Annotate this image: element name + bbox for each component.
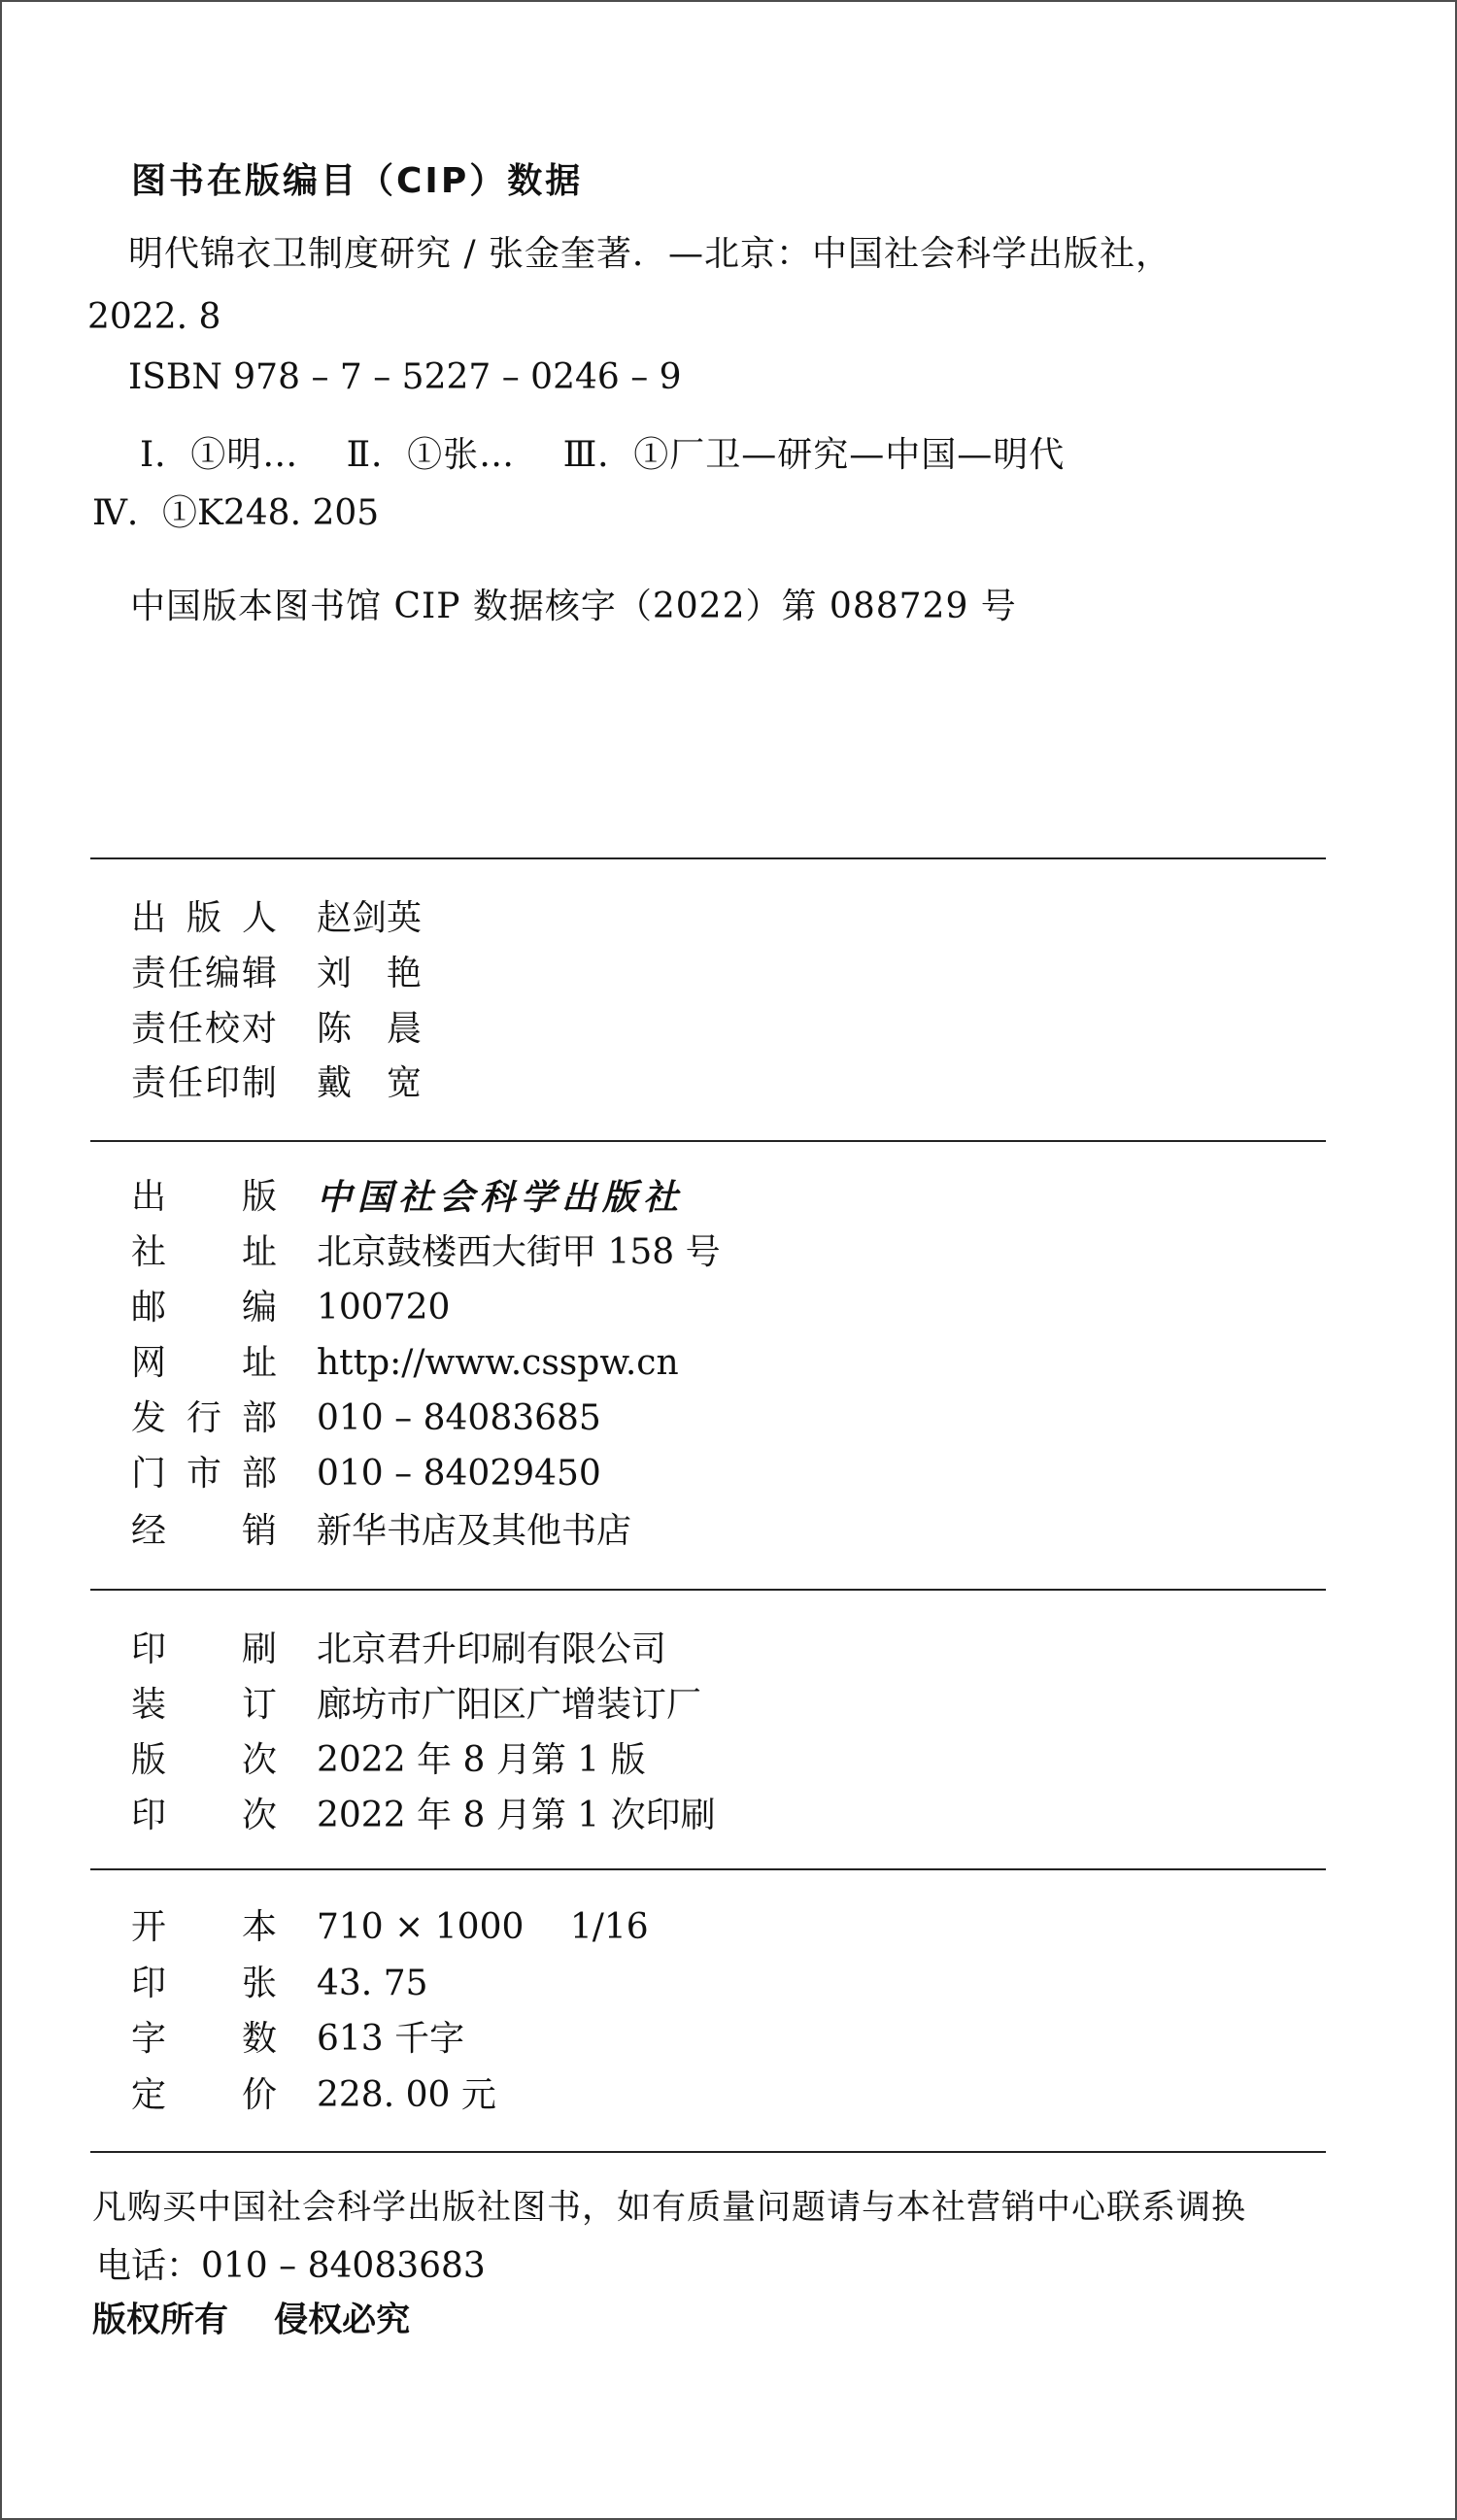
printed-sheets: 43. 75 <box>317 1964 428 2003</box>
printing-row <box>131 1630 667 1669</box>
publisher-address: 北京鼓楼西大街甲 158 号 <box>317 1232 721 1272</box>
credit-label: 责任编辑 <box>131 954 277 993</box>
retail-phone: 010 – 84029450 <box>317 1454 601 1494</box>
cip-title: 图书在版编目（CIP）数据 <box>131 161 584 201</box>
distributor: 新华书店及其他书店 <box>317 1511 632 1551</box>
printing-label: 印刷 <box>131 1630 277 1669</box>
divider <box>90 2151 1326 2153</box>
impression: 2022 年 8 月第 1 次印刷 <box>317 1796 716 1835</box>
credit-row <box>131 954 423 993</box>
format-size: 710 × 1000 1/16 <box>317 1907 649 1947</box>
publisher-label: 邮编 <box>131 1288 277 1327</box>
distribution-phone: 010 – 84083685 <box>317 1398 601 1438</box>
publisher-label: 社址 <box>131 1232 277 1272</box>
cip-publication-date: 2022. 8 <box>87 297 221 337</box>
postal-code: 100720 <box>317 1288 451 1327</box>
publisher-label: 出版 <box>131 1177 277 1217</box>
edition: 2022 年 8 月第 1 版 <box>317 1740 646 1780</box>
publisher-label: 门市部 <box>131 1454 277 1494</box>
credit-value: 刘 艳 <box>317 954 423 993</box>
divider <box>90 1868 1326 1870</box>
divider <box>90 1140 1326 1142</box>
spec-label: 开本 <box>131 1907 277 1947</box>
spec-row <box>131 1907 649 1947</box>
printing-label: 印次 <box>131 1796 277 1835</box>
credit-value: 陈 晨 <box>317 1009 423 1049</box>
spec-row <box>131 2075 496 2115</box>
printing-label: 版次 <box>131 1740 277 1780</box>
spec-row <box>131 2019 465 2059</box>
printing-row <box>131 1685 702 1725</box>
credit-row <box>131 1063 423 1103</box>
cip-bibliographic-line: 明代锦衣卫制度研究 / 张金奎著．—北京：中国社会科学出版社， <box>128 234 1172 274</box>
publisher-row <box>131 1343 679 1383</box>
publisher-row <box>131 1177 685 1218</box>
publisher-label: 网址 <box>131 1343 277 1383</box>
price: 228. 00 元 <box>317 2075 496 2115</box>
classification-line-1: Ⅰ．①明… Ⅱ．①张… Ⅲ．①厂卫—研究—中国—明代 <box>140 435 1066 475</box>
credit-label: 责任校对 <box>131 1009 277 1049</box>
publisher-name-calligraphy: 中国社会科学出版社 <box>317 1177 685 1218</box>
printing-row <box>131 1796 716 1835</box>
website-url: http://www.csspw.cn <box>317 1343 679 1383</box>
credit-label: 出版人 <box>131 898 277 938</box>
publisher-row <box>131 1232 721 1272</box>
credit-row <box>131 1009 423 1049</box>
publisher-row <box>131 1288 451 1327</box>
quality-notice: 凡购买中国社会科学出版社图书，如有质量问题请与本社营销中心联系调换 <box>92 2188 1247 2228</box>
spec-label: 字数 <box>131 2019 277 2059</box>
printing-row <box>131 1740 646 1780</box>
isbn: ISBN 978 – 7 – 5227 – 0246 – 9 <box>128 357 682 397</box>
credit-value: 赵剑英 <box>317 898 423 938</box>
service-phone: 电话：010 – 84083683 <box>96 2246 486 2286</box>
divider <box>90 857 1326 859</box>
word-count: 613 千字 <box>317 2019 465 2059</box>
credit-label: 责任印制 <box>131 1063 277 1103</box>
classification-line-2: Ⅳ．①K248. 205 <box>92 493 380 533</box>
divider <box>90 1589 1326 1591</box>
publisher-label: 发行部 <box>131 1398 277 1438</box>
spec-label: 定价 <box>131 2075 277 2115</box>
publisher-row <box>131 1454 601 1494</box>
copyright-notice: 版权所有 侵权必究 <box>92 2301 411 2340</box>
printer: 北京君升印刷有限公司 <box>317 1630 667 1669</box>
spec-row <box>131 1964 428 2003</box>
binder: 廊坊市广阳区广增装订厂 <box>317 1685 702 1725</box>
printing-label: 装订 <box>131 1685 277 1725</box>
cip-record-number: 中国版本图书馆 CIP 数据核字（2022）第 088729 号 <box>130 587 1017 626</box>
credit-row <box>131 898 423 938</box>
publisher-row <box>131 1511 632 1551</box>
spec-label: 印张 <box>131 1964 277 2003</box>
credit-value: 戴 宽 <box>317 1063 423 1103</box>
publisher-row <box>131 1398 601 1438</box>
publisher-label: 经销 <box>131 1511 277 1551</box>
